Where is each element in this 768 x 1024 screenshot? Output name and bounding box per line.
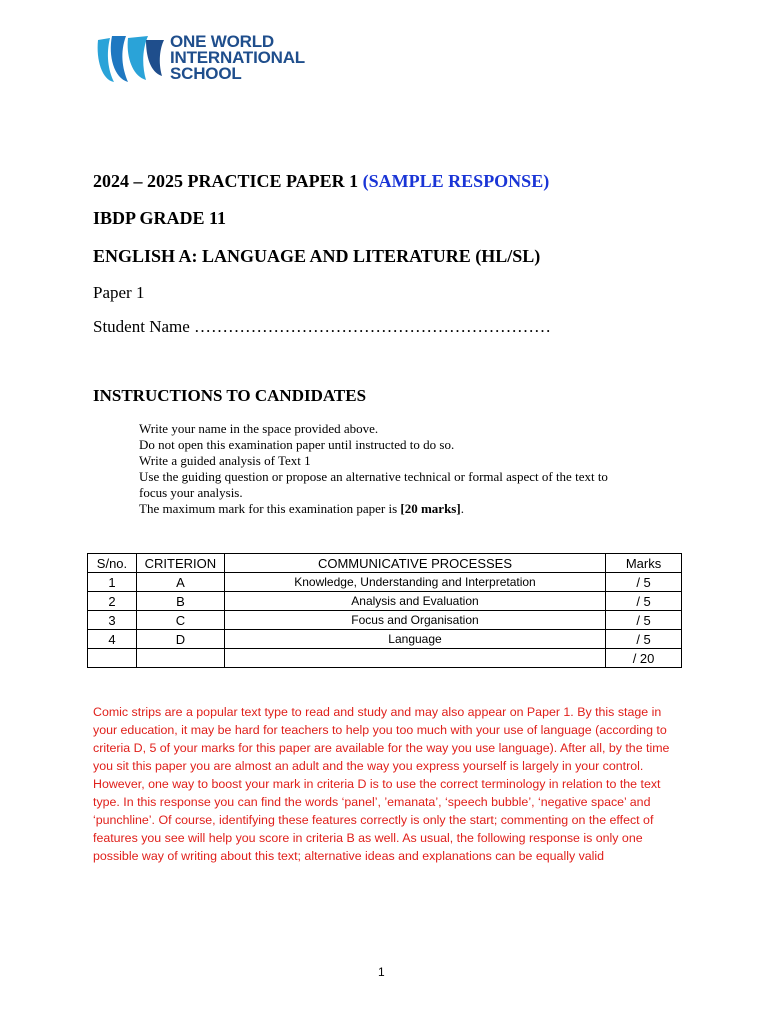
table-row [88, 611, 682, 630]
table-row [88, 630, 682, 649]
cell-sno [88, 649, 137, 668]
paper-title-highlight: (SAMPLE RESPONSE) [362, 171, 550, 191]
table-header-sno: S/no. [88, 554, 137, 573]
cell-criterion: B [136, 592, 224, 611]
instruction-line: The maximum mark for this examination paper is [139, 501, 398, 516]
logo-line-2: INTERNATIONAL [170, 48, 305, 67]
table-header-criterion: CRITERION [136, 554, 224, 573]
cell-criterion: C [136, 611, 224, 630]
cell-process [224, 649, 605, 668]
school-logo-icon [92, 30, 164, 86]
cell-criterion [136, 649, 224, 668]
table-header-row [88, 554, 682, 573]
cell-process: Analysis and Evaluation [224, 592, 605, 611]
instruction-line: Write a guided analysis of Text 1 [139, 453, 311, 468]
logo-text [170, 34, 305, 82]
marks-table [87, 553, 682, 668]
cell-criterion: A [136, 573, 224, 592]
page-number: 1 [378, 965, 385, 979]
cell-sno: 1 [88, 573, 137, 592]
grade-heading: IBDP GRADE 11 [93, 208, 227, 228]
instruction-line: Write your name in the space provided above. [139, 421, 379, 436]
logo-line-3: SCHOOL [170, 64, 242, 83]
instruction-line: Use the guiding question or propose an alternative technical or formal aspect of the text to [139, 469, 608, 484]
cell-marks[interactable]: / 5 [606, 630, 682, 649]
student-name-label: Student Name [93, 317, 190, 336]
school-logo [92, 30, 332, 86]
cell-criterion: D [136, 630, 224, 649]
cell-sno: 2 [88, 592, 137, 611]
cell-marks[interactable]: / 5 [606, 611, 682, 630]
instructions-heading: INSTRUCTIONS TO CANDIDATES [93, 386, 367, 405]
table-header-processes: COMMUNICATIVE PROCESSES [224, 554, 605, 573]
cell-marks[interactable]: / 5 [606, 592, 682, 611]
sample-response-note: Comic strips are a popular text type to read and study and may also appear on Paper 1. By this stage in your education, it may be hard for teachers to help you too much with your use of language (according to criteria D, 5 of your marks for this paper are available for the way you use language). After all, by the time you sit this paper you are almost an adult and the way you express yourself is largely in your control. However, one way to boost your mark in criteria D is to use the correct terminology in relation to the text type. In this response you can find the words ‘panel’, ’emanata’, ‘speech bubble’, ‘negative space’ and ‘punchline’. Of course, identifying these features correctly is only the start; commenting on the effect of features you see will help you score in criteria B as well. As usual, the following response is only one possible way of writing about this text; alternative ideas and explanations can be equally valid [93, 705, 670, 863]
student-name-row [93, 317, 551, 337]
instruction-line: focus your analysis. [139, 485, 243, 500]
instruction-line: Do not open this examination paper until instructed to do so. [139, 437, 455, 452]
cell-process: Knowledge, Understanding and Interpretation [224, 573, 605, 592]
cell-sno: 3 [88, 611, 137, 630]
table-total-row [88, 649, 682, 668]
max-marks-end: . [460, 501, 464, 516]
cell-sno: 4 [88, 630, 137, 649]
table-header-marks: Marks [606, 554, 682, 573]
cell-total-marks[interactable]: / 20 [606, 649, 682, 668]
instructions-list [139, 421, 679, 517]
paper-title-main: 2024 – 2025 PRACTICE PAPER 1 [93, 171, 359, 191]
student-name-field[interactable]: ……………………………………………………… [194, 317, 552, 336]
cell-process: Focus and Organisation [224, 611, 605, 630]
paper-title [93, 171, 549, 192]
table-row [88, 592, 682, 611]
cell-marks[interactable]: / 5 [606, 573, 682, 592]
logo-line-1: ONE WORLD [170, 32, 274, 51]
max-marks: [20 marks] [400, 501, 461, 516]
instruction-line-max-marks [139, 501, 679, 517]
subject-heading: ENGLISH A: LANGUAGE AND LITERATURE (HL/SL) [93, 246, 541, 266]
cell-process: Language [224, 630, 605, 649]
paper-label: Paper 1 [93, 283, 145, 302]
table-row [88, 573, 682, 592]
